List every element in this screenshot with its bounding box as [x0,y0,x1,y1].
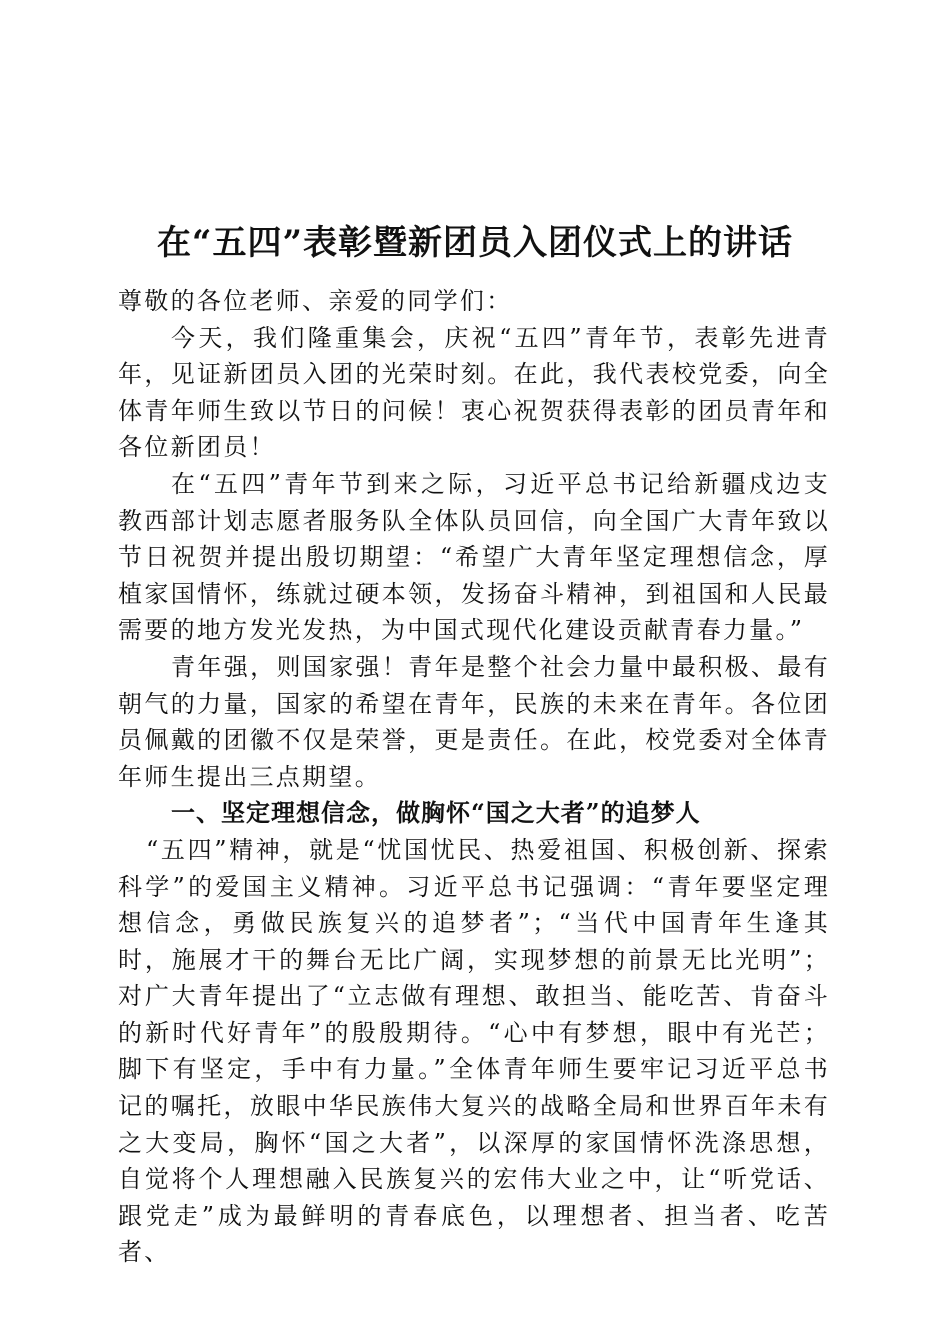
salutation: 尊敬的各位老师、亲爱的同学们： [118,287,513,315]
document-body [118,283,830,1271]
paragraph: 青年强，则国家强！青年是整个社会力量中最积极、最有朝气的力量，国家的希望在青年，民族的未来在青年。各位团员佩戴的团徽不仅是荣誉，更是责任。在此，校党委对全体青年师生提出三点期望。 [118,652,830,791]
document-title: 在“五四”表彰暨新团员入团仪式上的讲话 [156,222,794,263]
section-heading: 一、坚定理想信念，做胸怀“国之大者”的追梦人 [171,798,701,828]
paragraph: 今天，我们隆重集会，庆祝“五四”青年节，表彰先进青年，见证新团员入团的光荣时刻。在此，我代表校党委，向全体青年师生致以节日的问候！衷心祝贺获得表彰的团员青年和各位新团员！ [118,323,830,462]
paragraph: 在“五四”青年节到来之际，习近平总书记给新疆戍边支教西部计划志愿者服务队全体队员回信，向全国广大青年致以节日祝贺并提出殷切期望：“希望广大青年坚定理想信念，厚植家国情怀，练就过硬本领，发扬奋斗精神，到祖国和人民最需要的地方发光发热，为中国式现代化建设贡献青春力量。” [118,469,830,645]
paragraph: “五四”精神，就是“忧国忧民、热爱祖国、积极创新、探索科学”的爱国主义精神。习近平总书记强调：“青年要坚定理想信念，勇做民族复兴的追梦者”；“当代中国青年生逢其时，施展才干的舞台无比广阔，实现梦想的前景无比光明”；对广大青年提出了“立志做有理想、敢担当、能吃苦、肯奋斗的新时代好青年”的殷殷期待。“心中有梦想，眼中有光芒；脚下有坚定，手中有力量。”全体青年师生要牢记习近平总书记的嘱托，放眼中华民族伟大复兴的战略全局和世界百年未有之大变局，胸怀“国之大者”，以深厚的家国情怀洗涤思想，自觉将个人理想融入民族复兴的宏伟大业之中，让“听党话、跟党走”成为最鲜明的青春底色，以理想者、担当者、吃苦者、 [118,835,830,1267]
